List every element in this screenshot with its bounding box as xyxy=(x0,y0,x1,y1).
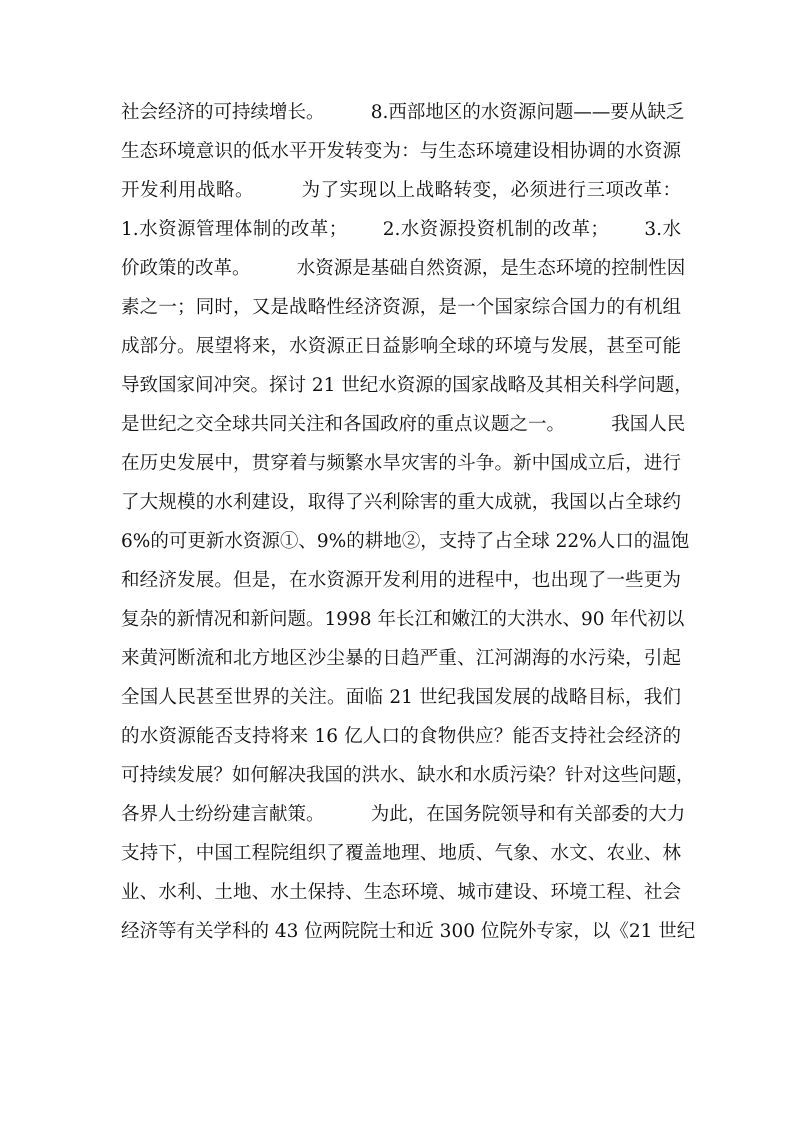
body-text-line: 价政策的改革。 水资源是基础自然资源，是生态环境的控制性因 xyxy=(121,258,686,279)
body-text-line: 是世纪之交全球共同关注和各国政府的重点议题之一。 我国人民 xyxy=(121,414,686,435)
body-text-line: 来黄河断流和北方地区沙尘暴的日趋严重、江河湖海的水污染，引起 xyxy=(121,648,681,669)
body-text-line: 在历史发展中，贯穿着与频繁水旱灾害的斗争。新中国成立后，进行 xyxy=(121,453,681,474)
body-text-line: 成部分。展望将来，水资源正日益影响全球的环境与发展，甚至可能 xyxy=(121,336,681,357)
body-text-line: 6%的可更新水资源①、9%的耕地②，支持了占全球 22%人口的温饱 xyxy=(121,531,690,552)
body-text-line: 各界人士纷纷建言献策。 为此，在国务院领导和有关部委的大力 xyxy=(121,804,686,825)
body-text-line: 支持下，中国工程院组织了覆盖地理、地质、气象、水文、农业、林 xyxy=(121,843,681,864)
body-text-line: 了大规模的水利建设，取得了兴利除害的重大成就，我国以占全球约 xyxy=(121,492,681,513)
body-text-line: 导致国家间冲突。探讨 21 世纪水资源的国家战略及其相关科学问题， xyxy=(121,375,693,396)
body-text-line: 业、水利、土地、水土保持、生态环境、城市建设、环境工程、社会 xyxy=(121,882,681,903)
body-text-line: 生态环境意识的低水平开发转变为：与生态环境建设相协调的水资源 xyxy=(121,141,681,162)
body-text-line: 全国人民甚至世界的关注。面临 21 世纪我国发展的战略目标，我们 xyxy=(121,687,681,708)
body-text-line: 开发利用战略。 为了实现以上战略转变，必须进行三项改革： xyxy=(121,180,681,201)
body-text-line: 素之一；同时，又是战略性经济资源，是一个国家综合国力的有机组 xyxy=(121,297,681,318)
body-text-line: 复杂的新情况和新问题。1998 年长江和嫩江的大洪水、90 年代初以 xyxy=(121,609,685,630)
body-text-line: 经济等有关学科的 43 位两院院士和近 300 位院外专家，以《21 世纪 xyxy=(121,921,696,942)
body-text-line: 社会经济的可持续增长。 8.西部地区的水资源问题——要从缺乏 xyxy=(121,102,685,123)
body-text-line: 1.水资源管理体制的改革； 2.水资源投资机制的改革； 3.水 xyxy=(121,219,681,240)
body-text-line: 可持续发展？如何解决我国的洪水、缺水和水质污染？针对这些问题， xyxy=(121,765,695,786)
body-text-line: 的水资源能否支持将来 16 亿人口的食物供应？能否支持社会经济的 xyxy=(121,726,681,747)
body-text-line: 和经济发展。但是，在水资源开发利用的进程中，也出现了一些更为 xyxy=(121,570,681,591)
